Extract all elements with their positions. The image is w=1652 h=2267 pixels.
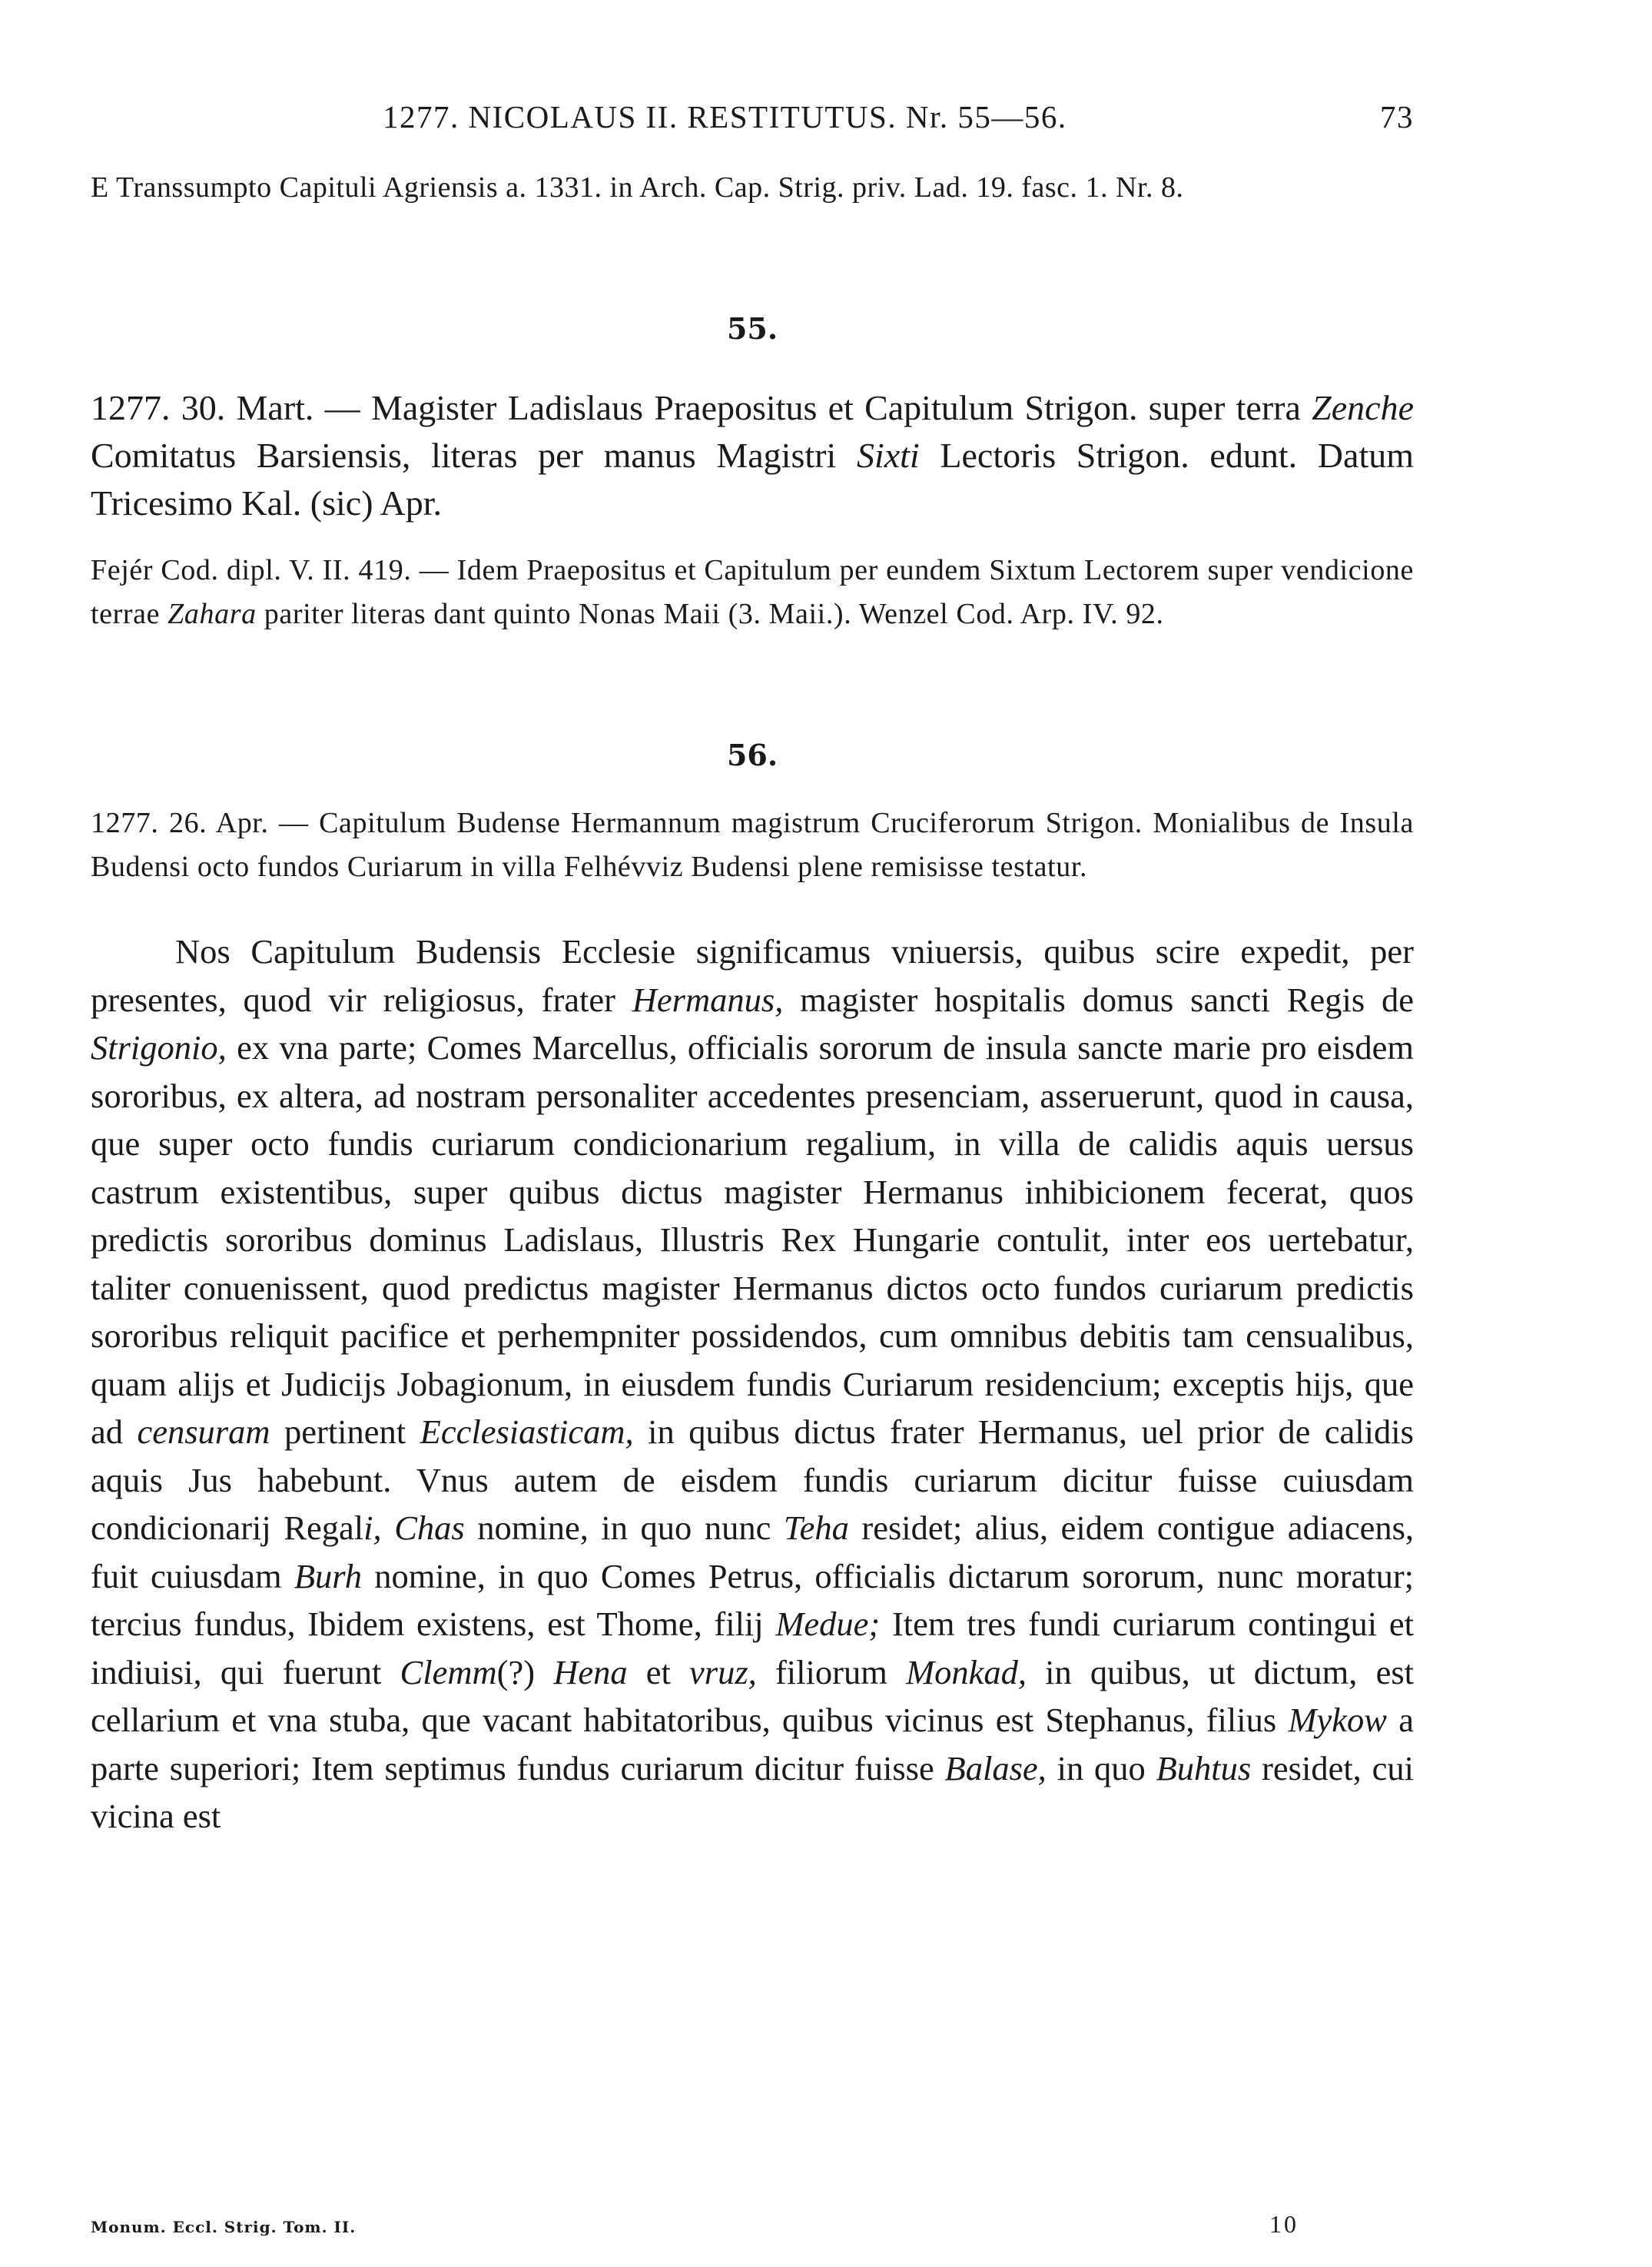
text-run: 1277. 30. Mart. — Magister Ladislaus Praepositus et Capitulum Strigon. super terra bbox=[91, 388, 1312, 427]
italic-name: Hermanus, bbox=[632, 980, 784, 1019]
italic-name: Zenche bbox=[1312, 388, 1414, 427]
header-title: 1277. NICOLAUS II. RESTITUTUS. Nr. 55—56. bbox=[383, 99, 1067, 134]
text-run: in quo bbox=[1046, 1748, 1156, 1787]
text-run: in quibus, ut dictum, est cellarium et vna stuba, que vacant habitatoribus, quibus vicinus est Stephanus, filius bbox=[91, 1652, 1415, 1739]
document-number-56: 56. bbox=[726, 738, 778, 772]
text-run: magister hospitalis domus sancti Regis de bbox=[783, 980, 1415, 1019]
footer-signature: Monum. Eccl. Strig. Tom. II. bbox=[91, 2218, 357, 2236]
italic-name: Teha bbox=[783, 1509, 849, 1547]
italic-name: censuram bbox=[137, 1412, 270, 1451]
text-run: pertinent bbox=[270, 1412, 420, 1451]
text-run: et bbox=[627, 1652, 690, 1691]
italic-name: Mykow bbox=[1288, 1701, 1387, 1739]
italic-name: Hena bbox=[553, 1652, 628, 1691]
source-note: E Transsumpto Capituli Agriensis a. 1331. in Arch. Cap. Strig. priv. Lad. 19. fasc. 1. Nr. 8. bbox=[91, 171, 1184, 204]
text-run bbox=[382, 1509, 395, 1547]
page-number: 73 bbox=[1380, 99, 1414, 134]
italic-name: i, bbox=[363, 1509, 382, 1547]
text-run: ex vna parte; Comes Marcellus, officialis sororum de insula sancte marie pro eisdem sororibus, ex altera, ad nostram personaliter accedentes presenciam, asseruerunt, quod in causa, que super octo fundis curiarum condicionarium regalium, in villa de calidis aquis uersus castrum existentibus, super quibus dictus magister Hermanus inhibicionem fecerat, quos predictis sororibus dominus Ladislaus, Illustris Rex Hungarie contulit, inter eos uertebatur, taliter conuenissent, quod predictus magister Hermanus dictos octo fundos curiarum predictis sororibus reliquit pacifice et perhempniter possidendos, cum omnibus debitis tam censualibus, quam alijs et Judicijs Jobagionum, in eiusdem fundis Curiarum residencium; exceptis hijs, que ad bbox=[91, 1028, 1414, 1451]
text-run: nomine, in quo Comes Petrus, officialis dictarum sororum, nunc moratur; tercius fundus, Ibidem existens, est Thome, filij bbox=[91, 1556, 1414, 1643]
text-run: pariter literas dant quinto Nonas Maii (3. Maii.). Wenzel Cod. Arp. IV. 92. bbox=[256, 598, 1164, 630]
document-number-55: 55. bbox=[726, 311, 778, 346]
page bbox=[91, 98, 1414, 1840]
italic-name: vruz, bbox=[689, 1652, 757, 1691]
italic-name: Ecclesiasticam, bbox=[420, 1412, 634, 1451]
italic-name: Burh bbox=[294, 1556, 363, 1595]
text-run: Lectoris Strigon. edunt. Datum Tricesimo Kal. (sic) Apr. bbox=[91, 436, 1415, 523]
text-run: Fejér Cod. dipl. V. II. 419. — Idem Praepositus et Capitulum per eundem Sixtum Lectorem super vendicione terrae bbox=[91, 554, 1414, 630]
text-run: filiorum bbox=[756, 1652, 907, 1691]
italic-name: Strigonio, bbox=[91, 1028, 227, 1067]
text-run: in quibus dictus frater Hermanus, uel prior de calidis aquis Jus habebunt. Vnus autem de eisdem fundis curiarum dicitur fuisse cuiusdam condicionarij Regal bbox=[91, 1412, 1414, 1547]
text-run: a parte superiori; Item septimus fundus curiarum dicitur fuisse bbox=[91, 1701, 1414, 1787]
italic-name: Buhtus bbox=[1156, 1748, 1252, 1787]
note-55 bbox=[91, 549, 1414, 636]
text-run: Item tres fundi curiarum contingui et indiuisi, qui fuerunt bbox=[91, 1605, 1414, 1691]
italic-name: Clemm bbox=[400, 1652, 497, 1691]
charter-text-56 bbox=[91, 928, 1414, 1840]
text-run: Comitatus Barsiensis, literas per manus Magistri bbox=[91, 436, 857, 475]
text-run: residet; alius, eidem contigue adiacens, fuit cuiusdam bbox=[91, 1509, 1415, 1595]
italic-name: Sixti bbox=[856, 436, 920, 475]
sheet-number: 10 bbox=[1269, 2210, 1299, 2238]
text-run: residet, cui vicina est bbox=[91, 1748, 1414, 1835]
text-run: (?) bbox=[496, 1652, 554, 1691]
italic-name: Balase, bbox=[944, 1748, 1047, 1787]
italic-name: Medue; bbox=[775, 1605, 881, 1643]
running-header bbox=[91, 98, 1414, 144]
italic-name: Zahara bbox=[168, 598, 257, 630]
italic-name: Chas bbox=[394, 1509, 465, 1547]
page-footer bbox=[91, 2210, 1414, 2239]
regest-55 bbox=[91, 384, 1414, 527]
text-run: Nos Capitulum Budensis Ecclesie significamus vniuersis, quibus scire expedit, per presentes, quod vir religiosus, frater bbox=[91, 932, 1414, 1019]
text-run: nomine, in quo nunc bbox=[464, 1509, 784, 1547]
italic-name: Monkad, bbox=[906, 1652, 1027, 1691]
regest-56: 1277. 26. Apr. — Capitulum Budense Hermannum magistrum Cruciferorum Strigon. Monialibus de Insula Budensi octo fundos Curiarum in villa Felhévviz Budensi plene remisisse testatur. bbox=[91, 807, 1414, 883]
